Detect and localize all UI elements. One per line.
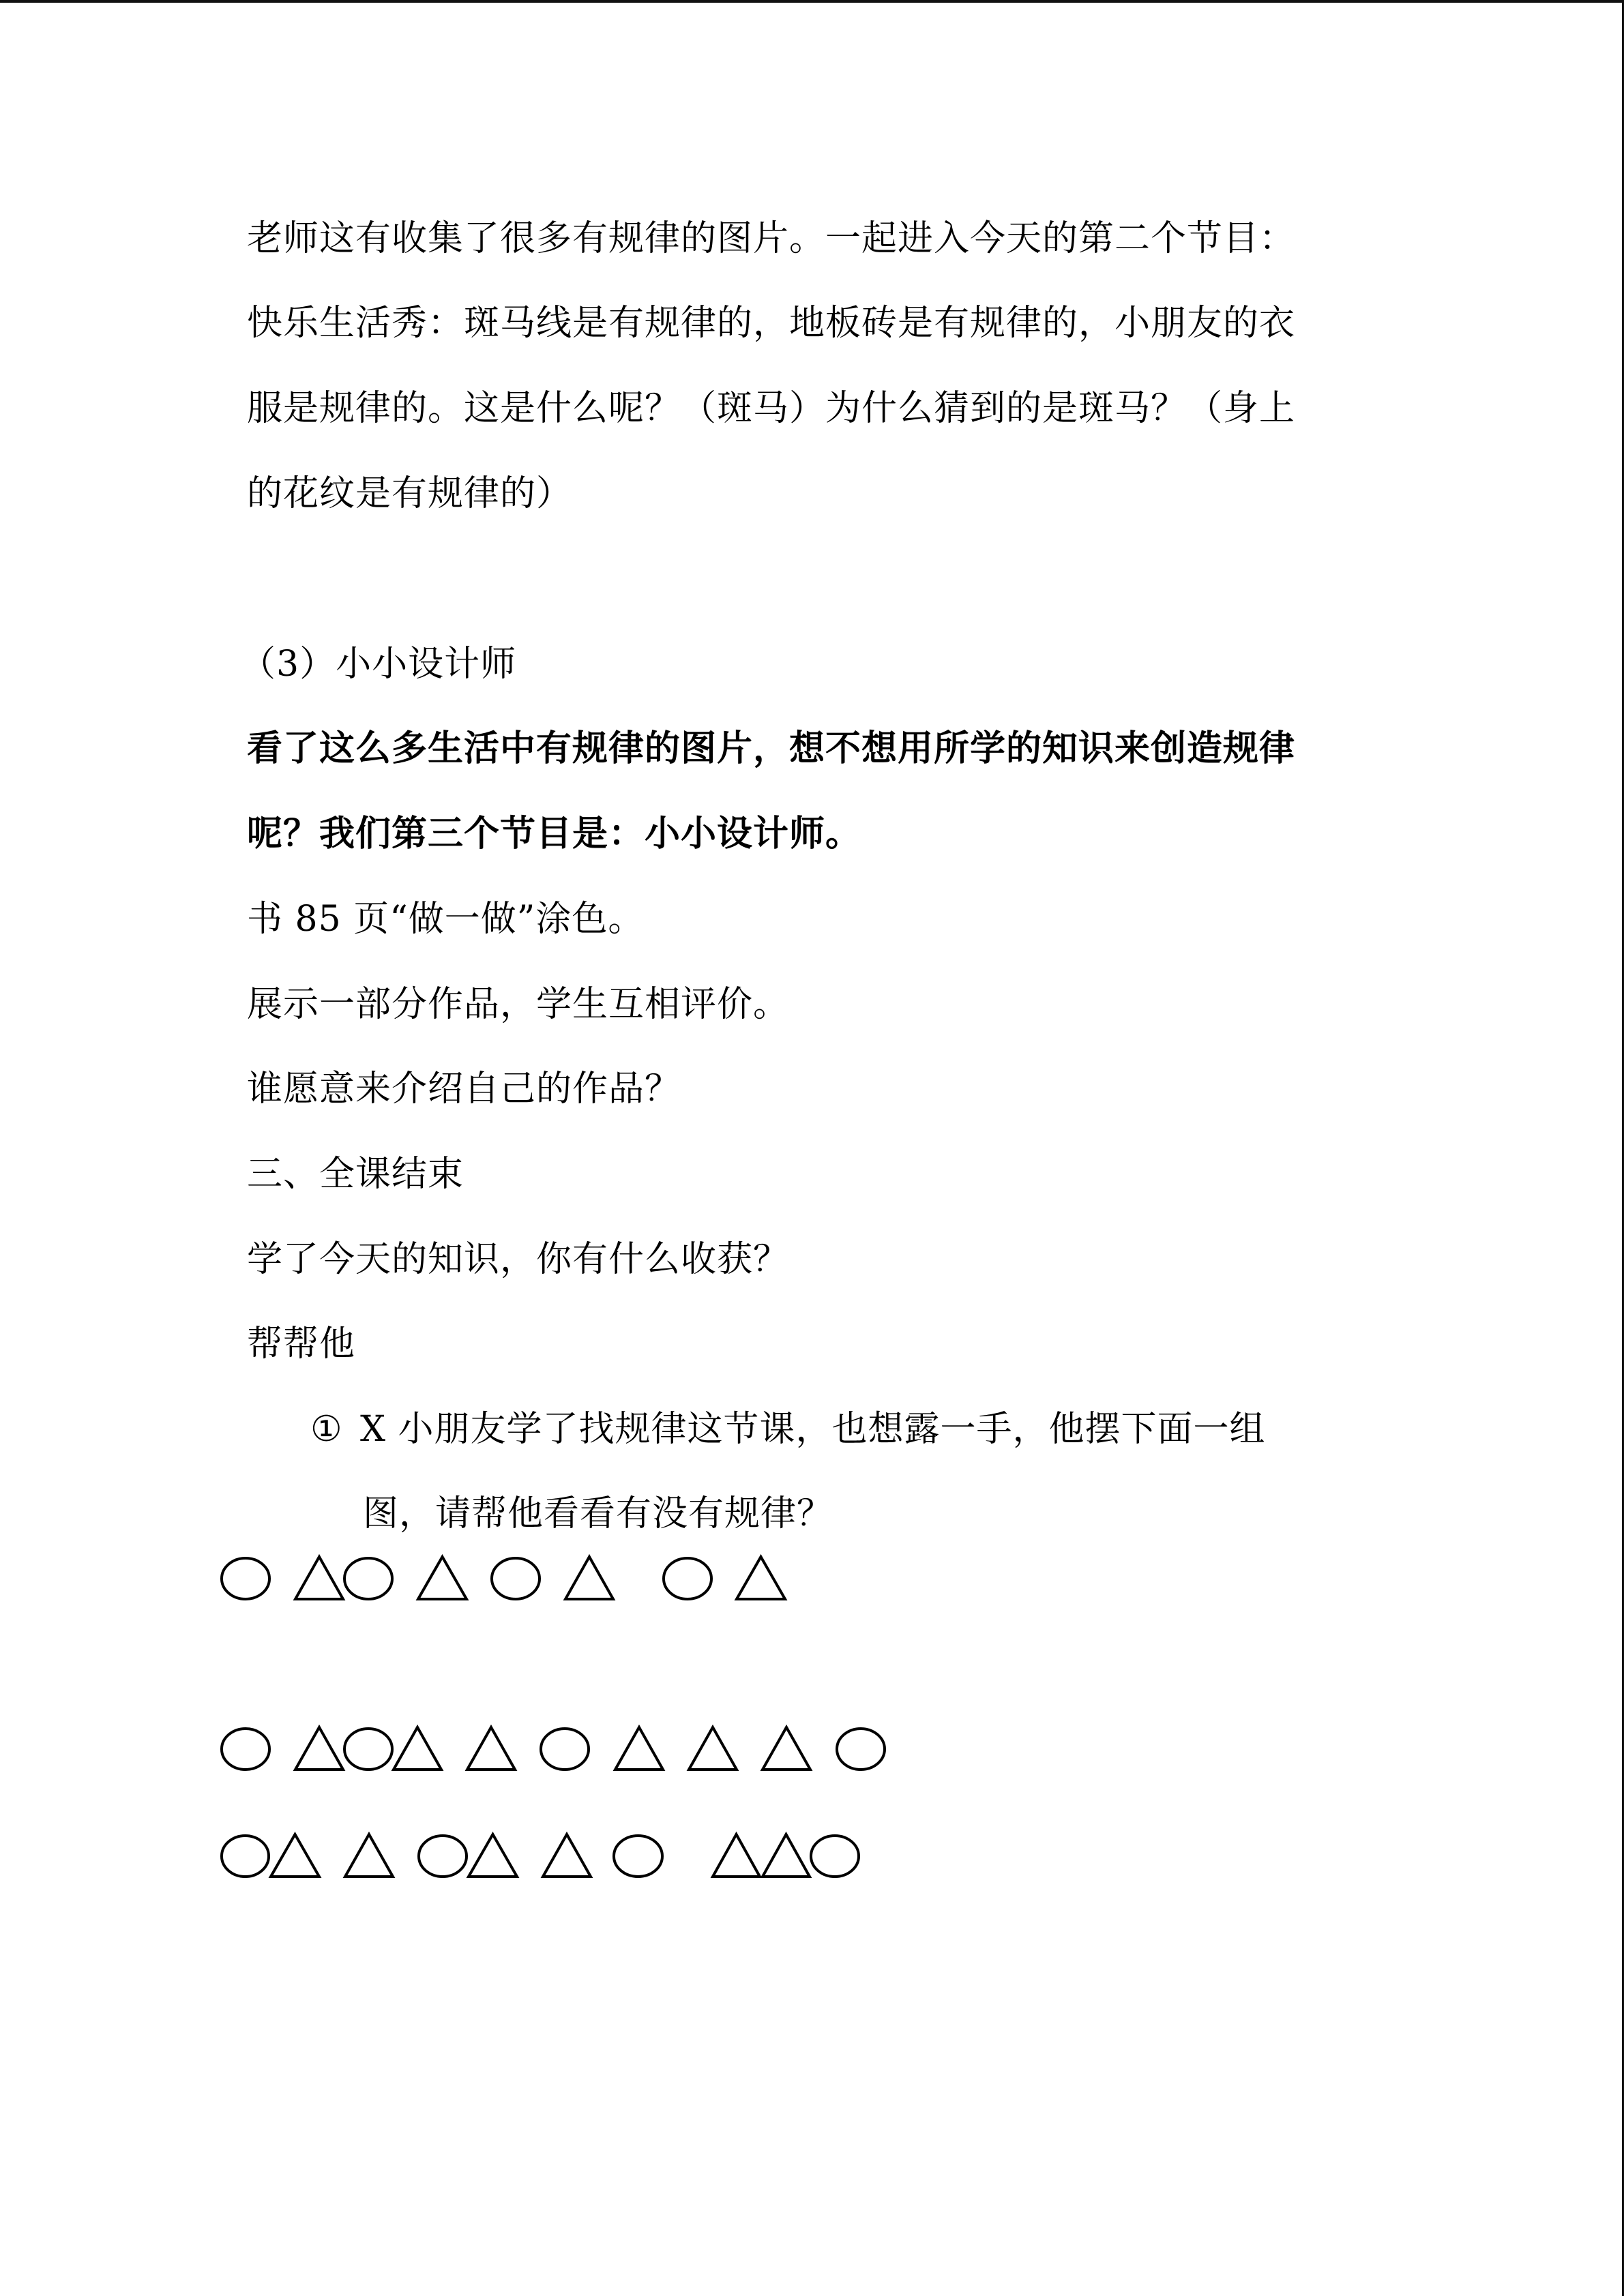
circle-shape-icon (541, 1729, 589, 1770)
exercise-line: 图，请帮他看看有没有规律？ (363, 1493, 833, 1534)
triangle-shape-icon (295, 1727, 343, 1770)
closing-heading: 三、全课结束 (247, 1154, 464, 1195)
help-label: 帮帮他 (247, 1324, 356, 1365)
circle-shape-icon (811, 1836, 859, 1877)
shape-row-1 (222, 1557, 785, 1599)
circle-shape-icon (419, 1836, 467, 1877)
triangle-shape-icon (763, 1727, 810, 1770)
circle-shape-icon (664, 1558, 711, 1599)
paragraph-line: 老师这有收集了很多有规律的图片。一起进入今天的第二个节目： (247, 218, 1296, 259)
triangle-shape-icon (543, 1834, 591, 1877)
paragraph-line: 的花纹是有规律的） (247, 473, 573, 514)
section-heading: （3）小小设计师 (240, 644, 517, 685)
circle-shape-icon (492, 1558, 540, 1599)
triangle-shape-icon (271, 1834, 319, 1877)
circle-shape-icon (222, 1558, 269, 1599)
shape-row-3 (222, 1834, 859, 1877)
exercise-number: ① (310, 1409, 343, 1450)
triangle-shape-icon (469, 1834, 517, 1877)
triangle-shape-icon (689, 1727, 737, 1770)
triangle-shape-icon (713, 1834, 760, 1877)
triangle-shape-icon (394, 1727, 441, 1770)
circle-shape-icon (614, 1836, 662, 1877)
triangle-shape-icon (345, 1834, 393, 1877)
exercise-line: X 小朋友学了找规律这节课，也想露一手，他摆下面一组 (360, 1409, 1266, 1450)
triangle-shape-icon (565, 1557, 613, 1599)
triangle-shape-icon (763, 1834, 810, 1877)
triangle-shape-icon (295, 1557, 343, 1599)
section-intro-line: 呢？我们第三个节目是：小小设计师。 (247, 813, 862, 854)
activity-line: 书 85 页“做一做”涂色。 (247, 899, 645, 940)
circle-shape-icon (344, 1558, 392, 1599)
triangle-shape-icon (418, 1557, 467, 1599)
paragraph-line: 快乐生活秀：斑马线是有规律的，地板砖是有规律的，小朋友的衣 (247, 303, 1296, 344)
circle-shape-icon (222, 1836, 269, 1877)
shape-row-2 (222, 1727, 885, 1770)
section-intro-line: 看了这么多生活中有规律的图片，想不想用所学的知识来创造规律 (247, 728, 1296, 769)
triangle-shape-icon (467, 1727, 515, 1770)
closing-question: 学了今天的知识，你有什么收获？ (247, 1239, 790, 1280)
paragraph-line: 服是规律的。这是什么呢？（斑马）为什么猜到的是斑马？（身上 (247, 388, 1296, 429)
circle-shape-icon (222, 1729, 269, 1770)
circle-shape-icon (344, 1729, 392, 1770)
circle-shape-icon (837, 1729, 885, 1770)
triangle-shape-icon (615, 1727, 663, 1770)
triangle-shape-icon (737, 1557, 785, 1599)
activity-line: 展示一部分作品，学生互相评价。 (247, 984, 790, 1025)
activity-line: 谁愿意来介绍自己的作品？ (247, 1069, 681, 1109)
